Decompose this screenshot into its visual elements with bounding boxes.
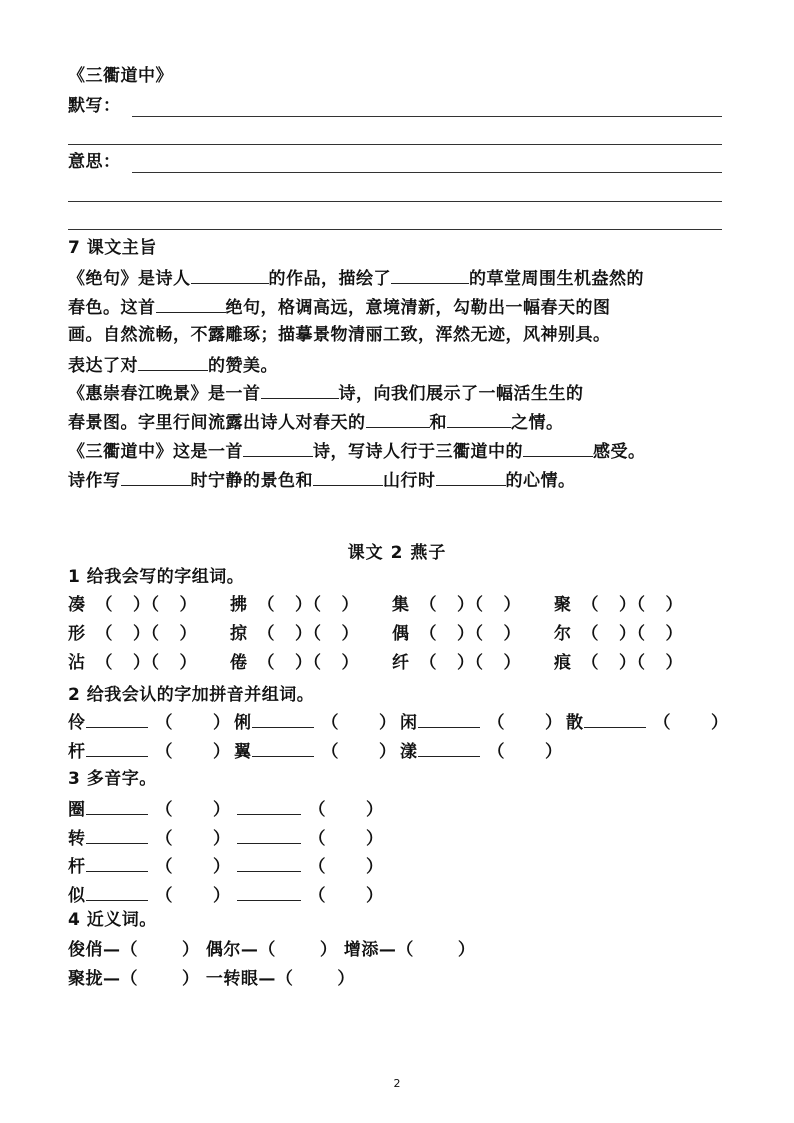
- text: 的作品，描绘了: [268, 269, 391, 289]
- pinyin-blank[interactable]: [237, 825, 301, 844]
- paren-close: ）: [179, 653, 197, 673]
- polyphone-item: [68, 825, 384, 851]
- paren-close: ）: [545, 742, 563, 762]
- word-group-item: [392, 593, 521, 617]
- pinyin-blank[interactable]: [252, 738, 314, 757]
- answer-blank[interactable]: [391, 265, 469, 284]
- text: 春景图。字里行间流露出诗人对春天的: [68, 413, 366, 433]
- paren-open: （: [155, 886, 173, 906]
- paren-close: ）: [213, 800, 231, 820]
- paren-open: （: [312, 653, 322, 673]
- text: 的赞美。: [208, 356, 278, 376]
- paren-close: ）: [341, 653, 359, 673]
- paren-close: ）: [133, 595, 151, 615]
- target-char: 纤: [392, 653, 410, 673]
- paren-close: ）: [503, 624, 521, 644]
- pinyin-blank[interactable]: [237, 796, 301, 815]
- paren-open: （: [636, 653, 646, 673]
- paren-open: （: [150, 624, 160, 644]
- paren-close: ）: [503, 653, 521, 673]
- paren-close: ）: [366, 800, 384, 820]
- target-char: 凑: [68, 595, 86, 615]
- paren-open: （: [487, 742, 505, 762]
- pinyin-item: [400, 709, 563, 735]
- paren-close: ）: [379, 713, 397, 733]
- pinyin-blank[interactable]: [418, 709, 480, 728]
- word-group-item: [68, 651, 197, 675]
- word-group-item: [68, 622, 197, 646]
- paren-close: ）: [366, 857, 384, 877]
- paren-open: （: [95, 595, 113, 615]
- target-char: 杆: [68, 742, 86, 762]
- pinyin-item: [400, 738, 563, 764]
- answer-blank[interactable]: [523, 438, 593, 457]
- paren-close: ）: [619, 653, 637, 673]
- paren-close: ）: [665, 595, 683, 615]
- paren-open: （: [321, 713, 339, 733]
- target-char: 掠: [230, 624, 248, 644]
- paren-open: （: [155, 829, 173, 849]
- paren-open: （: [308, 829, 326, 849]
- paren-open: （: [155, 713, 173, 733]
- word-group-item: [554, 651, 683, 675]
- paren-close: ）: [665, 653, 683, 673]
- pinyin-item: [68, 738, 231, 764]
- text: 的草堂周围生机盎然的: [469, 269, 644, 289]
- text: 绝句，格调高远，意境清新，勾勒出一幅春天的图: [225, 298, 611, 318]
- target-char: 圈: [68, 800, 86, 820]
- target-char: 集: [392, 595, 410, 615]
- synonym-item: ）: [457, 940, 476, 960]
- q3-heading: 3 多音字。: [68, 769, 157, 789]
- theme-line-1: [68, 265, 644, 291]
- paren-close: ）: [341, 624, 359, 644]
- paren-close: ）: [619, 624, 637, 644]
- text: 《绝句》是诗人: [68, 269, 191, 289]
- synonym-item: 俊俏—（: [68, 940, 138, 960]
- synonym-item: ） 增添—（: [319, 940, 414, 960]
- answer-blank[interactable]: [366, 409, 430, 428]
- paren-close: ）: [213, 742, 231, 762]
- text: 山行时: [383, 471, 436, 491]
- word-group-item: [230, 593, 359, 617]
- page-number: 2: [393, 1077, 401, 1090]
- text: 的心情。: [505, 471, 576, 491]
- paren-open: （: [312, 595, 322, 615]
- word-group-item: [68, 593, 197, 617]
- pinyin-blank[interactable]: [418, 738, 480, 757]
- pinyin-item: [68, 709, 231, 735]
- target-char: 沾: [68, 653, 86, 673]
- moxie-line-1[interactable]: [132, 116, 722, 117]
- q4-row-2: [68, 967, 355, 991]
- theme-line-4: [68, 352, 278, 378]
- target-char: 偶: [392, 624, 410, 644]
- paren-close: ）: [545, 713, 563, 733]
- q2-heading: 2 给我会认的字加拼音并组词。: [68, 685, 315, 705]
- paren-close: ）: [379, 742, 397, 762]
- paren-close: ）: [711, 713, 729, 733]
- pinyin-item: [566, 709, 729, 735]
- paren-close: ）: [213, 857, 231, 877]
- answer-blank[interactable]: [191, 265, 269, 284]
- text: 诗，写诗人行于三衢道中的: [313, 442, 523, 462]
- paren-open: （: [155, 857, 173, 877]
- paren-open: （: [474, 624, 484, 644]
- yisi-line-1[interactable]: [132, 172, 722, 173]
- paren-close: ）: [457, 624, 475, 644]
- synonym-item: ） 偶尔—（: [182, 940, 276, 960]
- paren-close: ）: [213, 886, 231, 906]
- pinyin-blank[interactable]: [86, 853, 148, 872]
- word-group-item: [392, 651, 521, 675]
- paren-close: ）: [665, 624, 683, 644]
- paren-close: ）: [213, 829, 231, 849]
- target-char: 杆: [68, 857, 86, 877]
- paren-open: （: [155, 742, 173, 762]
- pinyin-blank[interactable]: [86, 825, 148, 844]
- paren-close: ）: [295, 653, 313, 673]
- paren-close: ）: [213, 713, 231, 733]
- pinyin-item: [234, 738, 397, 764]
- target-char: 翼: [234, 742, 252, 762]
- paren-open: （: [308, 886, 326, 906]
- paren-open: （: [419, 653, 437, 673]
- paren-open: （: [308, 857, 326, 877]
- polyphone-item: [68, 796, 384, 822]
- section-7-heading: 7 课文主旨: [68, 238, 157, 258]
- text: 和: [429, 413, 447, 433]
- answer-blank[interactable]: [447, 409, 511, 428]
- word-group-item: [554, 622, 683, 646]
- paren-open: （: [653, 713, 671, 733]
- text: 春色。这首: [68, 298, 156, 318]
- target-char: 散: [566, 713, 584, 733]
- paren-close: ）: [133, 624, 151, 644]
- paren-open: （: [474, 595, 484, 615]
- paren-close: ）: [179, 595, 197, 615]
- yisi-line-3[interactable]: [68, 229, 722, 230]
- polyphone-item: [68, 882, 384, 908]
- paren-open: （: [150, 653, 160, 673]
- answer-blank[interactable]: [121, 467, 191, 486]
- answer-blank[interactable]: [156, 294, 226, 313]
- paren-open: （: [636, 624, 646, 644]
- text: 诗，向我们展示了一幅活生生的: [338, 384, 584, 404]
- target-char: 伶: [68, 713, 86, 733]
- paren-open: （: [257, 624, 275, 644]
- answer-blank[interactable]: [138, 352, 208, 371]
- pinyin-blank[interactable]: [86, 796, 148, 815]
- paren-open: （: [474, 653, 484, 673]
- word-group-item: [392, 622, 521, 646]
- pinyin-blank[interactable]: [252, 709, 314, 728]
- paren-open: （: [150, 595, 160, 615]
- theme-line-6: [68, 409, 564, 435]
- lesson-title: 课文 2 燕子: [347, 543, 447, 563]
- target-char: 倦: [230, 653, 248, 673]
- paren-open: （: [581, 653, 599, 673]
- paren-close: ）: [457, 595, 475, 615]
- text: 《惠崇春江晚景》是一首: [68, 384, 261, 404]
- paren-close: ）: [341, 595, 359, 615]
- yisi-label: 意思：: [68, 152, 121, 172]
- target-char: 尔: [554, 624, 572, 644]
- paren-close: ）: [366, 829, 384, 849]
- paren-open: （: [95, 624, 113, 644]
- theme-line-5: [68, 380, 584, 406]
- paren-close: ）: [366, 886, 384, 906]
- pinyin-blank[interactable]: [86, 882, 148, 901]
- paren-open: （: [487, 713, 505, 733]
- theme-line-2: [68, 294, 611, 320]
- synonym-item: ） 一转眼—（: [182, 969, 294, 989]
- target-char: 拂: [230, 595, 248, 615]
- pinyin-item: [234, 709, 397, 735]
- synonym-item: 聚拢—（: [68, 969, 138, 989]
- target-char: 转: [68, 829, 86, 849]
- yisi-line-2[interactable]: [68, 201, 722, 202]
- pinyin-blank[interactable]: [86, 709, 148, 728]
- moxie-line-2[interactable]: [68, 144, 722, 145]
- paren-open: （: [95, 653, 113, 673]
- paren-close: ）: [457, 653, 475, 673]
- pinyin-blank[interactable]: [237, 853, 301, 872]
- poem-title: 《三衢道中》: [68, 66, 173, 86]
- paren-open: （: [636, 595, 646, 615]
- pinyin-blank[interactable]: [584, 709, 646, 728]
- paren-open: （: [257, 595, 275, 615]
- answer-blank[interactable]: [243, 438, 313, 457]
- paren-close: ）: [619, 595, 637, 615]
- moxie-label: 默写：: [68, 96, 121, 116]
- paren-open: （: [321, 742, 339, 762]
- paren-open: （: [581, 595, 599, 615]
- paren-close: ）: [503, 595, 521, 615]
- paren-open: （: [312, 624, 322, 644]
- paren-open: （: [419, 624, 437, 644]
- pinyin-blank[interactable]: [237, 882, 301, 901]
- target-char: 漾: [400, 742, 418, 762]
- text: 表达了对: [68, 356, 138, 376]
- theme-line-7: [68, 438, 646, 464]
- theme-line-8: [68, 467, 576, 493]
- word-group-item: [230, 651, 359, 675]
- paren-close: ）: [133, 653, 151, 673]
- q4-row-1: [68, 938, 475, 962]
- answer-blank[interactable]: [313, 467, 383, 486]
- word-group-item: [554, 593, 683, 617]
- polyphone-item: [68, 853, 384, 879]
- text: 感受。: [593, 442, 646, 462]
- synonym-item: ）: [337, 969, 355, 989]
- text: 之情。: [511, 413, 564, 433]
- word-group-item: [230, 622, 359, 646]
- text: 诗作写: [68, 471, 121, 491]
- target-char: 形: [68, 624, 86, 644]
- target-char: 似: [68, 886, 86, 906]
- paren-open: （: [419, 595, 437, 615]
- paren-close: ）: [295, 624, 313, 644]
- target-char: 闲: [400, 713, 418, 733]
- target-char: 俐: [234, 713, 252, 733]
- text: 《三衢道中》这是一首: [68, 442, 243, 462]
- text: 时宁静的景色和: [190, 471, 313, 491]
- paren-close: ）: [179, 624, 197, 644]
- paren-open: （: [257, 653, 275, 673]
- pinyin-blank[interactable]: [86, 738, 148, 757]
- answer-blank[interactable]: [261, 380, 339, 399]
- target-char: 聚: [554, 595, 572, 615]
- answer-blank[interactable]: [436, 467, 506, 486]
- q1-heading: 1 给我会写的字组词。: [68, 567, 245, 587]
- theme-line-3: 画。自然流畅，不露雕琢；描摹景物清丽工致，浑然无迹，风神别具。: [68, 325, 611, 345]
- paren-open: （: [155, 800, 173, 820]
- paren-open: （: [581, 624, 599, 644]
- paren-close: ）: [295, 595, 313, 615]
- paren-open: （: [308, 800, 326, 820]
- target-char: 痕: [554, 653, 572, 673]
- q4-heading: 4 近义词。: [68, 910, 157, 930]
